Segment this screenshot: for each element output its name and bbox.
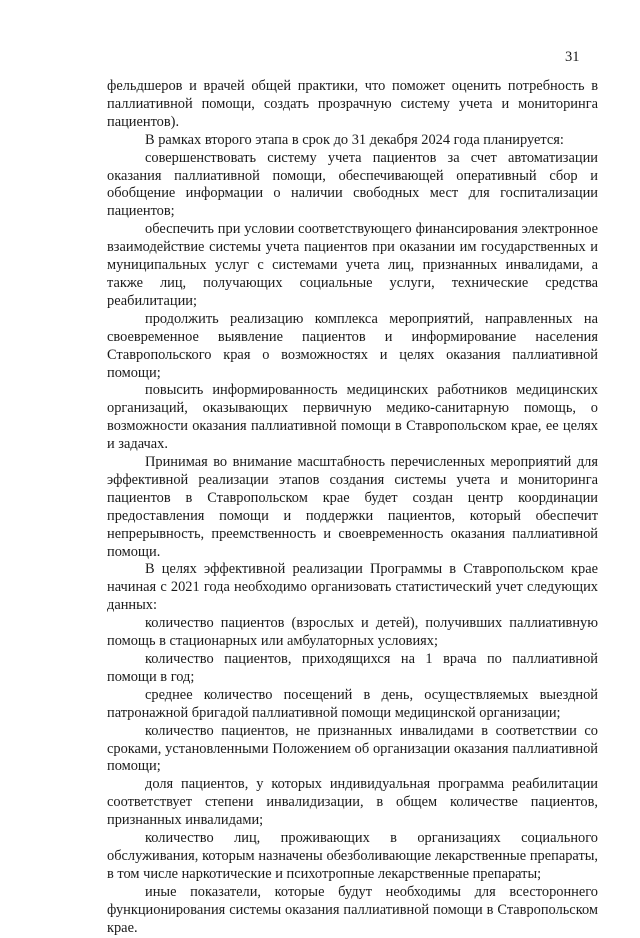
paragraph: продолжить реализацию комплекса мероприятий, направленных на своевременное выявление пациентов и информирование населения Ставропольского края о возможностях и целях оказания паллиативной помощи;: [107, 310, 598, 381]
paragraph: количество пациентов (взрослых и детей), получивших паллиативную помощь в стационарных или амбулаторных условиях;: [107, 615, 598, 650]
paragraph: обеспечить при условии соответствующего финансирования электронное взаимодействие системы учета пациентов при оказании им государственных и муниципальных услуг с системами учета лиц, признанных инвалидами, а также лиц, получающих социальные услуги, технические средства реабилитации;: [107, 221, 598, 309]
page-number: 31: [565, 49, 580, 65]
paragraph: повысить информированность медицинских работников медицинских организаций, оказывающих первичную медико-санитарную помощь, о возможности оказания паллиативной помощи в Ставропольском крае, ее целях и задачах.: [107, 382, 598, 453]
paragraph: количество пациентов, приходящихся на 1 врача по паллиативной помощи в год;: [107, 651, 598, 685]
paragraph: доля пациентов, у которых индивидуальная программа реабилитации соответствует степени инвалидизации, в общем количестве пациентов, признанных инвалидами;: [107, 776, 598, 829]
paragraph: совершенствовать систему учета пациентов за счет автоматизации оказания паллиативной помощи, обеспечивающей оперативный сбор и обобщение информации о наличии свободных мест для госпитализации пациентов;: [107, 149, 598, 220]
document-body: [107, 78, 598, 938]
paragraph: количество пациентов, не признанных инвалидами в соответствии со сроками, установленными Положением об организации оказания паллиативной помощи;: [107, 722, 598, 775]
paragraph: иные показатели, которые будут необходимы для всестороннего функционирования системы оказания паллиативной помощи в Ставропольском крае.: [107, 883, 598, 936]
paragraph: количество лиц, проживающих в организациях социального обслуживания, которым назначены обезболивающие лекарственные препараты, в том числе наркотические и психотропные лекарственные препараты;: [107, 830, 598, 882]
paragraph: В целях эффективной реализации Программы в Ставропольском крае начиная с 2021 года необходимо организовать статистический учет следующих данных:: [107, 561, 598, 614]
paragraph: среднее количество посещений в день, осуществляемых выездной патронажной бригадой паллиативной помощи медицинской организации;: [107, 686, 598, 721]
paragraph: В рамках второго этапа в срок до 31 декабря 2024 года планируется:: [145, 131, 564, 148]
paragraph: фельдшеров и врачей общей практики, что поможет оценить потребность в паллиативной помощи, создать прозрачную систему учета и мониторинга пациентов).: [107, 78, 598, 130]
paragraph: Принимая во внимание масштабность перечисленных мероприятий для эффективной реализации этапов создания системы учета и мониторинга пациентов в Ставропольском крае будет создан центр координации предоставления помощи и поддержки пациентов, который обеспечит непрерывность, преемственность и своевременность оказания паллиативной помощи.: [107, 454, 598, 560]
